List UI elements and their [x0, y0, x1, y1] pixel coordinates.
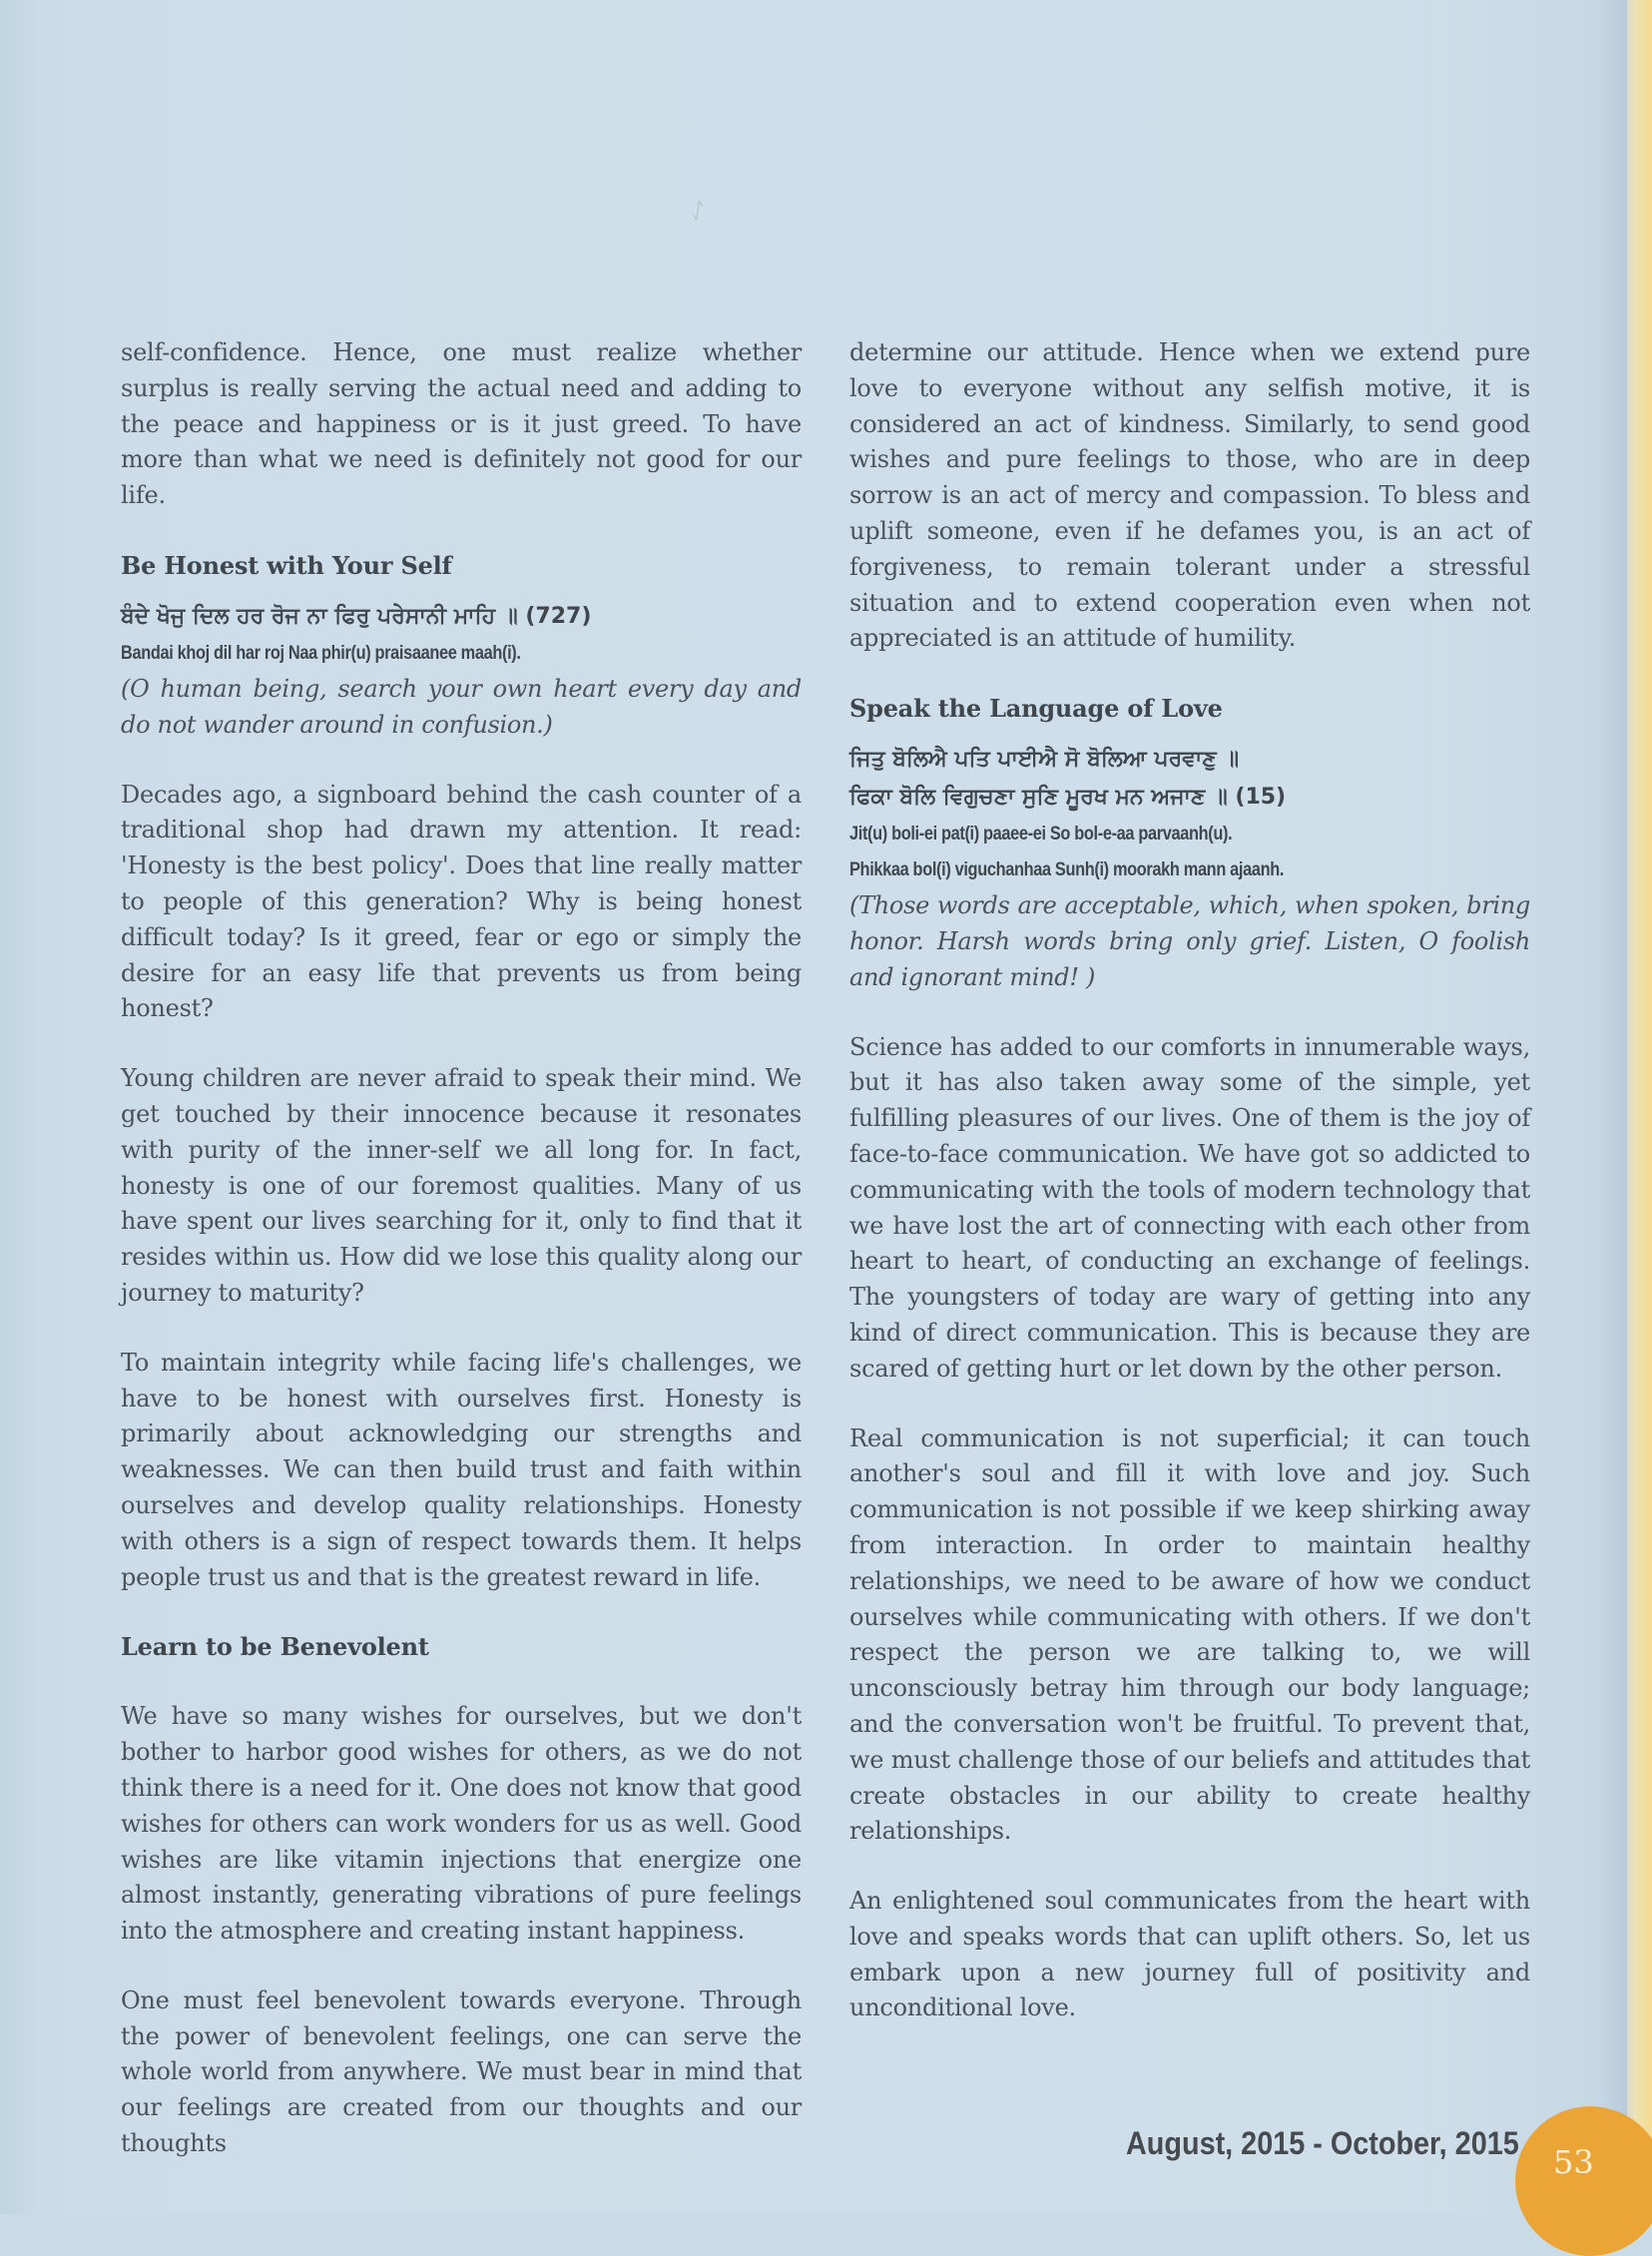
page-edge-strip [1627, 0, 1652, 2214]
section-heading: Speak the Language of Love [849, 694, 1223, 724]
verse-transliteration: Phikkaa bol(i) viguchanhaa Sunh(i) moorakh mann ajaanh. [849, 859, 1285, 881]
verse-gurmukhi: ਬੰਦੇ ਖੋਜੁ ਦਿਲ ਹਰ ਰੋਜ ਨਾ ਫਿਰੁ ਪਰੇਸਾਨੀ ਮਾਹਿ ॥ (727) [121, 603, 592, 629]
paragraph: To maintain integrity while facing life's challenges, we have to be honest with ourselves first. Honesty is primarily about acknowledging our strengths and weaknesses. We can then build trust and faith within ourselves and develop quality relationships. Honesty with others is a sign of respect towards them. It helps people trust us and that is the greatest reward in life. [121, 1348, 802, 1591]
paragraph: Decades ago, a signboard behind the cash counter of a traditional shop had drawn my attention. It read: 'Honesty is the best policy'. Does that line really matter to people of this generation? Why is being honest difficult today? Is it greed, fear or ego or simply the desire for an easy life that prevents us from being honest? [121, 780, 802, 1023]
left-column [121, 335, 802, 2162]
paragraph: An enlightened soul communicates from the heart with love and speaks words that can uplift others. So, let us embark upon a new journey full of positivity and unconditional love. [849, 1887, 1530, 2022]
verse-gurmukhi: ਫਿਕਾ ਬੋਲਿ ਵਿਗੁਚਣਾ ਸੁਣਿ ਮੂਰਖ ਮਨ ਅਜਾਣ ॥ (15) [849, 785, 1287, 811]
paragraph: determine our attitude. Hence when we extend pure love to everyone without any selfish motive, it is considered an act of kindness. Similarly, to send good wishes and pure feelings to those, who are in deep sorrow is an act of mercy and compassion. To bless and uplift someone, even if he defames you, is an act of forgiveness, to remain tolerant under a stressful situation and to extend cooperation even when not appreciated is an attitude of humility. [849, 338, 1530, 653]
verse-transliteration: Jit(u) boli-ei pat(i) paaee-ei So bol-e-aa parvaanh(u). [849, 824, 1233, 846]
verse-gurmukhi: ਜਿਤੁ ਬੋਲਿਐ ਪਤਿ ਪਾਈਐ ਸੋ ਬੋਲਿਆ ਪਰਵਾਣੁ ॥ [849, 747, 1240, 773]
issue-date-range: August, 2015 - October, 2015 [1126, 2125, 1519, 2161]
paragraph: Young children are never afraid to speak their mind. We get touched by their innocence because it resonates with purity of the inner-self we all long for. In fact, honesty is one of our foremost qualities. Many of us have spent our lives searching for it, only to find that it resides within us. How did we lose this quality along our journey to maturity? [121, 1064, 802, 1307]
section-heading: Be Honest with Your Self [121, 550, 452, 580]
pen-mark-icon: ᛇ [689, 198, 707, 226]
right-column [849, 335, 1530, 2026]
paragraph: self-confidence. Hence, one must realize whether surplus is really serving the actual need and adding to the peace and happiness or is it just greed. To have more than what we need is definitely not good for our life. [121, 338, 802, 510]
page-number: 53 [1553, 2143, 1594, 2181]
paragraph: One must feel benevolent towards everyone. Through the power of benevolent feelings, one can serve the whole world from anywhere. We must bear in mind that our feelings are created from our thoughts and our thoughts [121, 1985, 802, 2158]
paragraph: Real communication is not superficial; it can touch another's soul and fill it with love and joy. Such communication is not possible if we keep shirking away from interaction. In order to maintain healthy relationships, we need to be aware of how we conduct ourselves while communicating with others. If we don't respect the person we are talking to, we will unconsciously betray him through our body language; and the conversation won't be fruitful. To prevent that, we must challenge those of our beliefs and attitudes that create obstacles in our ability to create healthy relationships. [849, 1423, 1530, 1846]
verse-translation: (Those words are acceptable, which, when spoken, bring honor. Harsh words bring only grief. Listen, O foolish and ignorant mind! ) [849, 891, 1530, 991]
verse-translation: (O human being, search your own heart every day and do not wander around in confusion.) [121, 674, 802, 739]
section-heading: Learn to be Benevolent [121, 1632, 429, 1662]
page-number-badge [1515, 2106, 1652, 2256]
paragraph: We have so many wishes for ourselves, but we don't bother to harbor good wishes for others, as we do not think there is a need for it. One does not know that good wishes for others can work wonders for us as well. Good wishes are like vitamin injections that energize one almost instantly, generating vibrations of pure feelings into the atmosphere and creating instant happiness. [121, 1702, 802, 1946]
paragraph: Science has added to our comforts in innumerable ways, but it has also taken away some of the simple, yet fulfilling pleasures of our lives. One of them is the joy of face-to-face communication. We have got so addicted to communicating with the tools of modern technology that we have lost the art of connecting with each other from heart to heart, of conducting an exchange of feelings. The youngsters of today are wary of getting into any kind of direct communication. This is because they are scared of getting hurt or let down by the other person. [849, 1032, 1530, 1383]
verse-transliteration: Bandai khoj dil har roj Naa phir(u) praisaanee maah(i). [121, 642, 521, 664]
